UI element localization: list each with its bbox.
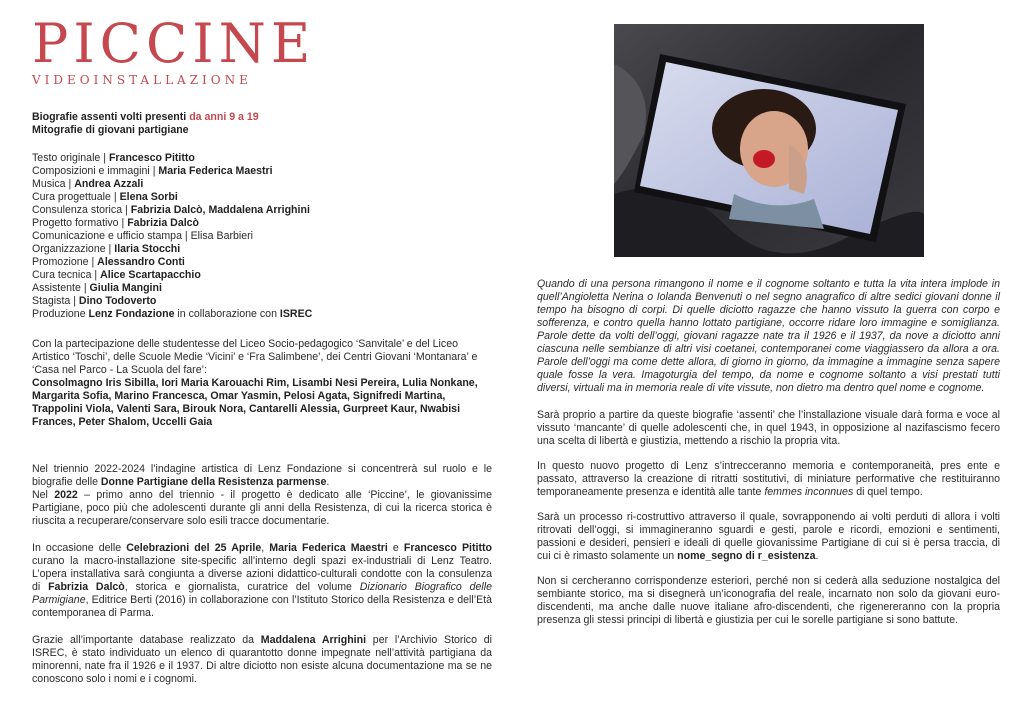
participation-block	[32, 338, 492, 429]
credit-line: Composizioni e immagini | Maria Federica Maestri	[32, 165, 273, 177]
participation-text: Con la partecipazione delle studentesse del Liceo Socio-pedagogico ‘Sanvitale’ e del Liceo Artistico ‘Toschi’, delle Scuole Medie ‘Vicini’ e ‘Fra Salimbene’, dei Centri Giovani ‘Montanara’ e ‘Casa nel Parco - La Scuola del fare’:	[32, 338, 478, 376]
credit-line: Progetto formativo | Fabrizia Dalcò	[32, 217, 200, 229]
page-title: PICCINE	[32, 12, 316, 75]
intro-paragraph: Nel triennio 2022-2024 l’indagine artistica di Lenz Fondazione si concentrerà sul ruolo e le biografie delle Donne Partigiane della Resistenza parmense.	[32, 463, 492, 488]
production-line: Produzione Lenz Fondazione in collaborazione con ISREC	[32, 308, 313, 320]
credit-line: Cura tecnica | Alice Scartapacchio	[32, 269, 201, 281]
participant-names: Consolmagno Iris Sibilla, Iori Maria Karouachi Rim, Lisambi Nesi Pereira, Lulia Nonkane, Margarita Sofia, Marino Francesca, Omar Yasmin, Pelosi Agata, Signifredi Martina, Trappolini Viola, Valenti Sara, Birouk Nora, Cantarelli Alessia, Gurpreet Kaur, Nwabisi Frances, Peter Shalom, Uccelli Gaia	[32, 377, 478, 428]
right-paragraph: Non si cercheranno corrispondenze esteriori, perché non si cederà alla seduzione nostalgica del sembiante storico, ma si disegnerà un’iconografia del reale, incarnato non solo da giovani euro-discendenti, ma anche dalle nuove italiane afro-discendenti, che rigenereranno con la propria presenza gli stessi principi di libertà e giustizia per cui le sorelle partigiane si sono battute.	[537, 575, 1000, 626]
celebrations-block: In occasione delle Celebrazioni del 25 Aprile, Maria Federica Maestri e Francesco Pititto curano la macro-installazione site-specific all’interno degli spazi ex-industriali di Lenz Teatro. L’opera installativa sarà congiunta a diverse azioni didattico-culturali condotte con la consulenza di Fabrizia Dalcò, storica e giornalista, curatrice del volume Dizionario Biografico delle Parmigiane, Editrice Berti (2016) in collaborazione con l’Istituto Storico della Resistenza e dell’Età contemporanea di Parma.	[32, 542, 493, 619]
bio-line-1: Biografie assenti volti presenti	[32, 111, 190, 123]
page-subtitle: VIDEOINSTALLAZIONE	[32, 73, 252, 87]
bio-line-2: Mitografie di giovani partigiane	[32, 124, 189, 136]
thanks-block: Grazie all’importante database realizzato da Maddalena Arrighini per l’Archivio Storico di ISREC, è stato individuato un elenco di quarantotto donne impegnate nell’attività partigiana da minorenni, nate fra il 1926 e il 1937. Di altre diciotto non esiste alcuna documentazione ma se ne conoscono solo i nomi e i cognomi.	[32, 634, 493, 685]
intro-block	[32, 463, 492, 528]
credit-line: Comunicazione e ufficio stampa | Elisa Barbieri	[32, 230, 254, 242]
right-paragraph: Sarà un processo ri-costruttivo attraverso il quale, sovrapponendo ai volti perduti di allora i volti ritrovati dell’oggi, si immagineranno sguardi e gesti, parole e ricordi, emozioni e sentimenti, passioni e desideri, pensieri e ideali di quelle giovanissime Partigiane di cui si è persa traccia, di cui ci è rimasto solamente un nome_segno di r_esistenza.	[537, 511, 1000, 562]
right-column	[537, 278, 1000, 627]
installation-photo	[614, 24, 924, 257]
credit-line: Stagista | Dino Todoverto	[32, 295, 157, 307]
right-paragraph: Sarà proprio a partire da queste biografie ‘assenti’ che l’installazione visuale darà forma e voce al vissuto ‘mancante’ di quelle adolescenti che, in quel 1943, in opposizione al nazifascismo fecero una scelta di libertà e giustizia, mettendo a rischio la propria vita.	[537, 409, 1000, 447]
credit-line: Consulenza storica | Fabrizia Dalcò, Maddalena Arrighini	[32, 204, 310, 216]
credit-line: Testo originale | Francesco Pititto	[32, 152, 195, 164]
intro-paragraph: Nel 2022 – primo anno del triennio - il progetto è dedicato alle ‘Piccine’, le giovanissime Partigiane, poco più che adolescenti durante gli anni della Resistenza, di cui la ricerca storica è riuscita a recuperare/conservare solo esili tracce documentarie.	[32, 489, 492, 527]
bio-heading	[32, 111, 492, 137]
credit-line: Promozione | Alessandro Conti	[32, 256, 185, 268]
credit-line: Musica | Andrea Azzali	[32, 178, 144, 190]
credit-line: Organizzazione | Ilaria Stocchi	[32, 243, 181, 255]
right-paragraph: In questo nuovo progetto di Lenz s’intrecceranno memoria e contemporaneità, pres ente e passato, attraverso la creazione di ritratti sostitutivi, di miniature performative che restituiranno temporaneamente presenza e identità alle tante femmes inconnues di quel tempo.	[537, 460, 1000, 498]
credit-line: Cura progettuale | Elena Sorbi	[32, 191, 178, 203]
quote-paragraph: Quando di una persona rimangono il nome e il cognome soltanto e tutta la vita intera implode in quell’Angioletta Nerina o Iolanda Benvenuti o nel segno anagrafico di altre sedici giovani donne il tempo ha bisogno di corpi. Di quelle diciotto ragazze che hanno vissuto la guerra con corpo e sofferenza, e contro quella hanno lottato partigiane, occorre ridare loro immagine e somiglianza. Parole dette da volti dell’oggi, giovani ragazze nate tra il 1926 e il 1937, da nove a diciotto anni ciascuna nelle sembianze di altri visi coetanei, contemporanei come viaggiassero da allora a ora. Parole dell’oggi ma come dette allora, di giorno in giorno, da immagine a immagine senza sapere quale fosse la vera. Imagoturgia del tempo, da nome e cognome soltanto a visi prestati tutti diversi, virtuali ma in memoria reale di vite vissute, non dietro ma dentro quel nome e cognome.	[537, 278, 1000, 394]
installation-image-icon	[614, 24, 924, 257]
credits-list	[32, 152, 492, 321]
header	[32, 12, 492, 87]
bio-age-range: da anni 9 a 19	[189, 111, 259, 123]
credit-line: Assistente | Giulia Mangini	[32, 282, 162, 294]
